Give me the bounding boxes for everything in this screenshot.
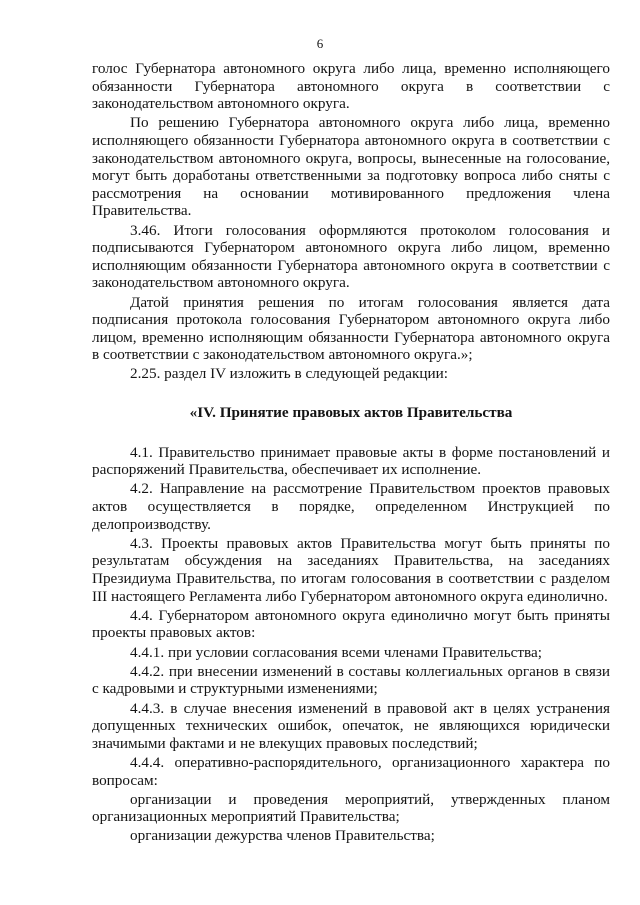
paragraph: По решению Губернатора автономного округа либо лица, временно исполняющего обязанности Губернатора автономного округа в соответствии с законодательством автономного округа, вопросы, вынесенные на голосование, могут быть доработаны ответственными за подготовку вопроса либо сняты с рассмотрения на основании мотивированного предложения члена Правительства. [92,114,610,220]
paragraph: 4.4.4. оперативно-распорядительного, организационного характера по вопросам: [92,753,610,789]
paragraph: 3.46. Итоги голосования оформляются протоколом голосования и подписываются Губернатором автономного округа либо лицом, временно исполняющим обязанности Губернатора автономного округа в соответствии с законодательством автономного округа. [92,221,610,292]
paragraph: 4.4.3. в случае внесения изменений в правовой акт в целях устранения допущенных технических ошибок, опечаток, не являющихся юридически значимыми фактами и не влекущих правовых последствий; [92,699,610,752]
paragraphs-after [92,444,610,845]
paragraph: голос Губернатора автономного округа либо лица, временно исполняющего обязанности Губернатора автономного округа в соответствии с законодательством автономного округа. [92,60,610,113]
paragraph: 4.4.1. при условии согласования всеми членами Правительства; [130,643,542,661]
paragraph: организации дежурства членов Правительства; [130,827,435,845]
paragraph: 4.1. Правительство принимает правовые акты в форме постановлений и распоряжений Правительства, обеспечивает их исполнение. [92,443,610,479]
paragraph: 4.4. Губернатором автономного округа единолично могут быть приняты проекты правовых актов: [92,606,610,642]
paragraph: 4.4.2. при внесении изменений в составы коллегиальных органов в связи с кадровыми и структурными изменениями; [92,662,610,698]
paragraphs-before [92,60,610,383]
paragraph: 4.2. Направление на рассмотрение Правительством проектов правовых актов осуществляется в порядке, определенном Инструкцией по делопроизводству. [92,480,610,533]
paragraph: организации и проведения мероприятий, утвержденных планом организационных мероприятий Правительства; [92,790,610,826]
section-heading: «IV. Принятие правовых актов Правительства [189,404,513,422]
paragraph: Датой принятия решения по итогам голосования является дата подписания протокола голосования Губернатором автономного округа либо лицом, временно исполняющим обязанности Губернатора автономного округа в соответствии с законодательством автономного округа.»; [92,293,610,364]
paragraph: 2.25. раздел IV изложить в следующей редакции: [130,365,448,383]
page-number: 6 [316,36,324,51]
document-body [92,60,610,847]
paragraph: 4.3. Проекты правовых актов Правительства могут быть приняты по результатам обсуждения на заседаниях Правительства, на заседаниях Президиума Правительства, по итогам голосования в соответствии с разделом III настоящего Регламента либо Губернатором автономного округа единолично. [92,534,610,605]
